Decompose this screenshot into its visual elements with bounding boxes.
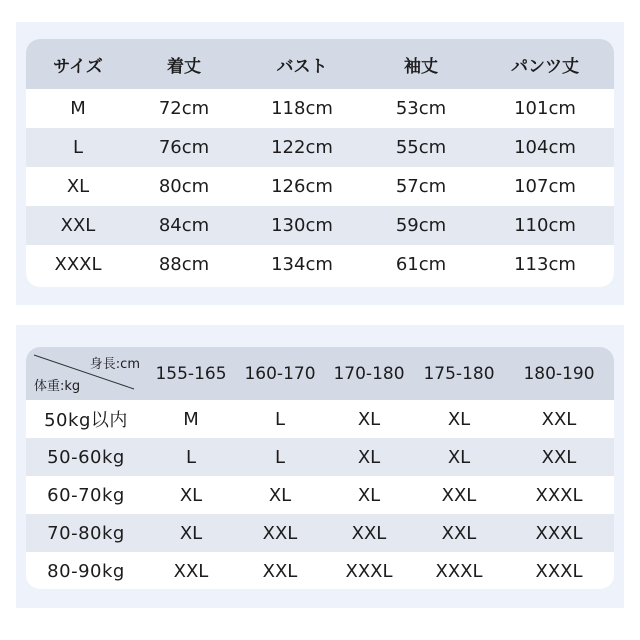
length-cell: 76cm — [130, 128, 238, 167]
bust-cell: 130cm — [238, 206, 366, 245]
table-row — [26, 167, 614, 206]
size-cell: XL — [268, 484, 292, 506]
bust-cell: 126cm — [271, 176, 333, 197]
size-cell: L — [274, 408, 286, 430]
size-cell: XXL — [26, 206, 130, 245]
size-cell: XXL — [173, 560, 209, 582]
corner-header-cell — [26, 347, 146, 400]
weight-axis-label: 体重:kg — [34, 379, 81, 394]
size-cell: L — [26, 128, 130, 167]
size-cell: XXXL — [535, 560, 583, 582]
size-cell: XXXL — [54, 254, 102, 275]
table-row — [26, 128, 614, 167]
pants-length-cell: 104cm — [476, 128, 614, 167]
pants-length-cell: 107cm — [514, 176, 576, 197]
length-cell: 84cm — [130, 206, 238, 245]
size-cell: M — [183, 408, 199, 430]
table-row — [26, 89, 614, 128]
height-range-header: 160-170 — [236, 347, 324, 400]
table-row — [26, 514, 614, 552]
table-row — [26, 400, 614, 438]
table-row — [26, 245, 614, 284]
bust-cell: 118cm — [271, 98, 333, 119]
sleeve-cell: 57cm — [395, 176, 447, 197]
size-cell: XXL — [414, 514, 504, 552]
weight-range-cell: 50-60kg — [26, 438, 146, 476]
size-cell: XXL — [236, 514, 324, 552]
size-cell: XL — [66, 176, 90, 197]
header-size: サイズ — [26, 39, 130, 89]
size-cell: XXL — [441, 484, 477, 506]
size-cell: XXXL — [535, 484, 583, 506]
fit-chart-header-row — [26, 347, 614, 400]
size-cell: XXL — [324, 514, 414, 552]
size-cell: XXXL — [504, 514, 614, 552]
weight-range-cell: 70-80kg — [26, 514, 146, 552]
height-range-header: 155-165 — [146, 347, 236, 400]
sleeve-cell: 55cm — [366, 128, 476, 167]
height-range-header: 170-180 — [324, 347, 414, 400]
weight-range-cell: 50kg以内 — [44, 410, 128, 431]
table-row — [26, 438, 614, 476]
weight-range-cell: 60-70kg — [47, 484, 125, 506]
size-cell: L — [146, 438, 236, 476]
height-range-header: 175-180 — [414, 347, 504, 400]
sleeve-cell: 61cm — [395, 254, 447, 275]
table-row — [26, 476, 614, 514]
header-bust: バスト — [238, 39, 366, 89]
size-cell: M — [70, 98, 86, 119]
fit-chart-card — [26, 347, 614, 589]
bust-cell: 134cm — [271, 254, 333, 275]
sleeve-cell: 59cm — [366, 206, 476, 245]
size-cell: L — [236, 438, 324, 476]
size-cell: XL — [324, 438, 414, 476]
length-cell: 88cm — [158, 254, 210, 275]
size-cell: XXL — [262, 560, 298, 582]
table-row — [26, 206, 614, 245]
height-range-header: 180-190 — [504, 347, 614, 400]
size-cell: XL — [357, 484, 381, 506]
weight-range-cell: 80-90kg — [47, 560, 125, 582]
size-cell: XL — [447, 408, 471, 430]
header-length: 着丈 — [130, 39, 238, 89]
length-cell: 72cm — [158, 98, 210, 119]
size-chart-table — [26, 39, 614, 284]
pants-length-cell: 110cm — [476, 206, 614, 245]
pants-length-cell: 101cm — [514, 98, 576, 119]
sleeve-cell: 53cm — [395, 98, 447, 119]
fit-chart-table — [26, 347, 614, 589]
size-cell: XXXL — [345, 560, 393, 582]
size-cell: XXXL — [435, 560, 483, 582]
size-cell: XL — [414, 438, 504, 476]
header-sleeve: 袖丈 — [366, 39, 476, 89]
table-row — [26, 552, 614, 589]
bust-cell: 122cm — [238, 128, 366, 167]
length-cell: 80cm — [158, 176, 210, 197]
size-cell: XL — [357, 408, 381, 430]
height-axis-label: 身長:cm — [89, 357, 140, 372]
size-cell: XL — [179, 484, 203, 506]
size-chart-header-row — [26, 39, 614, 89]
pants-length-cell: 113cm — [514, 254, 576, 275]
header-pants-length: パンツ丈 — [476, 39, 614, 89]
size-chart-card — [26, 39, 614, 287]
size-cell: XL — [146, 514, 236, 552]
size-cell: XXL — [541, 408, 577, 430]
size-cell: XXL — [504, 438, 614, 476]
size-chart-panel — [16, 22, 624, 305]
fit-chart-panel — [16, 325, 624, 608]
